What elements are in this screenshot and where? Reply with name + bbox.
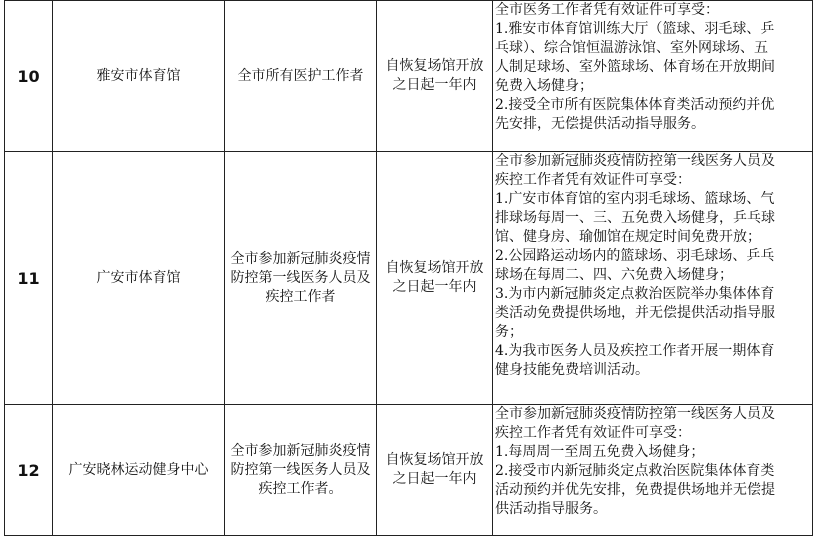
venue-name: 广安晓林运动健身中心	[53, 405, 225, 536]
venue-name: 广安市体育馆	[53, 152, 225, 405]
description-line: 健身技能免费培训活动。	[495, 362, 649, 378]
row-number: 10	[5, 1, 53, 152]
validity-period: 自恢复场馆开放之日起一年内	[377, 405, 493, 536]
venue-name: 雅安市体育馆	[53, 1, 225, 152]
description-line: 全市医务工作者凭有效证件可享受：	[495, 2, 719, 18]
validity-period: 自恢复场馆开放之日起一年内	[377, 152, 493, 405]
description-line: 活动预约并优先安排，免费提供场地并无偿提	[495, 482, 775, 498]
description-line: 务；	[495, 324, 523, 340]
description-line: 3.为市内新冠肺炎定点救治医院举办集体体育	[495, 286, 775, 302]
description-line: 排球场每周一、三、五免费入场健身，乒乓球	[495, 210, 775, 226]
venue-benefits-table	[4, 0, 813, 536]
target-group: 全市参加新冠肺炎疫情防控第一线医务人员及疾控工作者	[225, 152, 377, 405]
description-line: 疾控工作者凭有效证件可享受：	[495, 172, 691, 188]
description-line: 全市参加新冠肺炎疫情防控第一线医务人员及	[495, 153, 775, 169]
table-row	[5, 1, 813, 152]
validity-period: 自恢复场馆开放之日起一年内	[377, 1, 493, 152]
row-number: 12	[5, 405, 53, 536]
description-line: 2.接受市内新冠肺炎定点救治医院集体体育类	[495, 463, 775, 479]
description-line: 全市参加新冠肺炎疫情防控第一线医务人员及	[495, 406, 775, 422]
description-line: 球场在每周二、四、六免费入场健身；	[495, 267, 733, 283]
description-line: 供活动指导服务。	[495, 501, 607, 517]
row-number: 11	[5, 152, 53, 405]
target-group: 全市所有医护工作者	[225, 1, 377, 152]
description-line: 4.为我市医务人员及疾控工作者开展一期体育	[495, 343, 775, 359]
description-line: 1.雅安市体育馆训练大厅（篮球、羽毛球、乒	[495, 21, 775, 37]
benefit-description	[493, 1, 813, 152]
description-line: 1.广安市体育馆的室内羽毛球场、篮球场、气	[495, 191, 775, 207]
description-line: 乓球）、综合馆恒温游泳馆、室外网球场、五	[495, 40, 768, 56]
description-line: 人制足球场、室外篮球场、体育场在开放期间	[495, 59, 775, 75]
description-line: 类活动免费提供场地，并无偿提供活动指导服	[495, 305, 775, 321]
benefit-description	[493, 405, 813, 536]
table-row	[5, 405, 813, 536]
description-line: 1.每周周一至周五免费入场健身；	[495, 444, 705, 460]
description-line: 2.接受全市所有医院集体体育类活动预约并优	[495, 97, 775, 113]
table-row	[5, 152, 813, 405]
description-line: 2.公园路运动场内的篮球场、羽毛球场、乒乓	[495, 248, 775, 264]
description-line: 馆、健身房、瑜伽馆在规定时间免费开放；	[495, 229, 761, 245]
target-group: 全市参加新冠肺炎疫情防控第一线医务人员及疾控工作者。	[225, 405, 377, 536]
description-line: 免费入场健身；	[495, 78, 593, 94]
description-line: 疾控工作者凭有效证件可享受：	[495, 425, 691, 441]
benefit-description	[493, 152, 813, 405]
description-line: 先安排，无偿提供活动指导服务。	[495, 116, 705, 132]
